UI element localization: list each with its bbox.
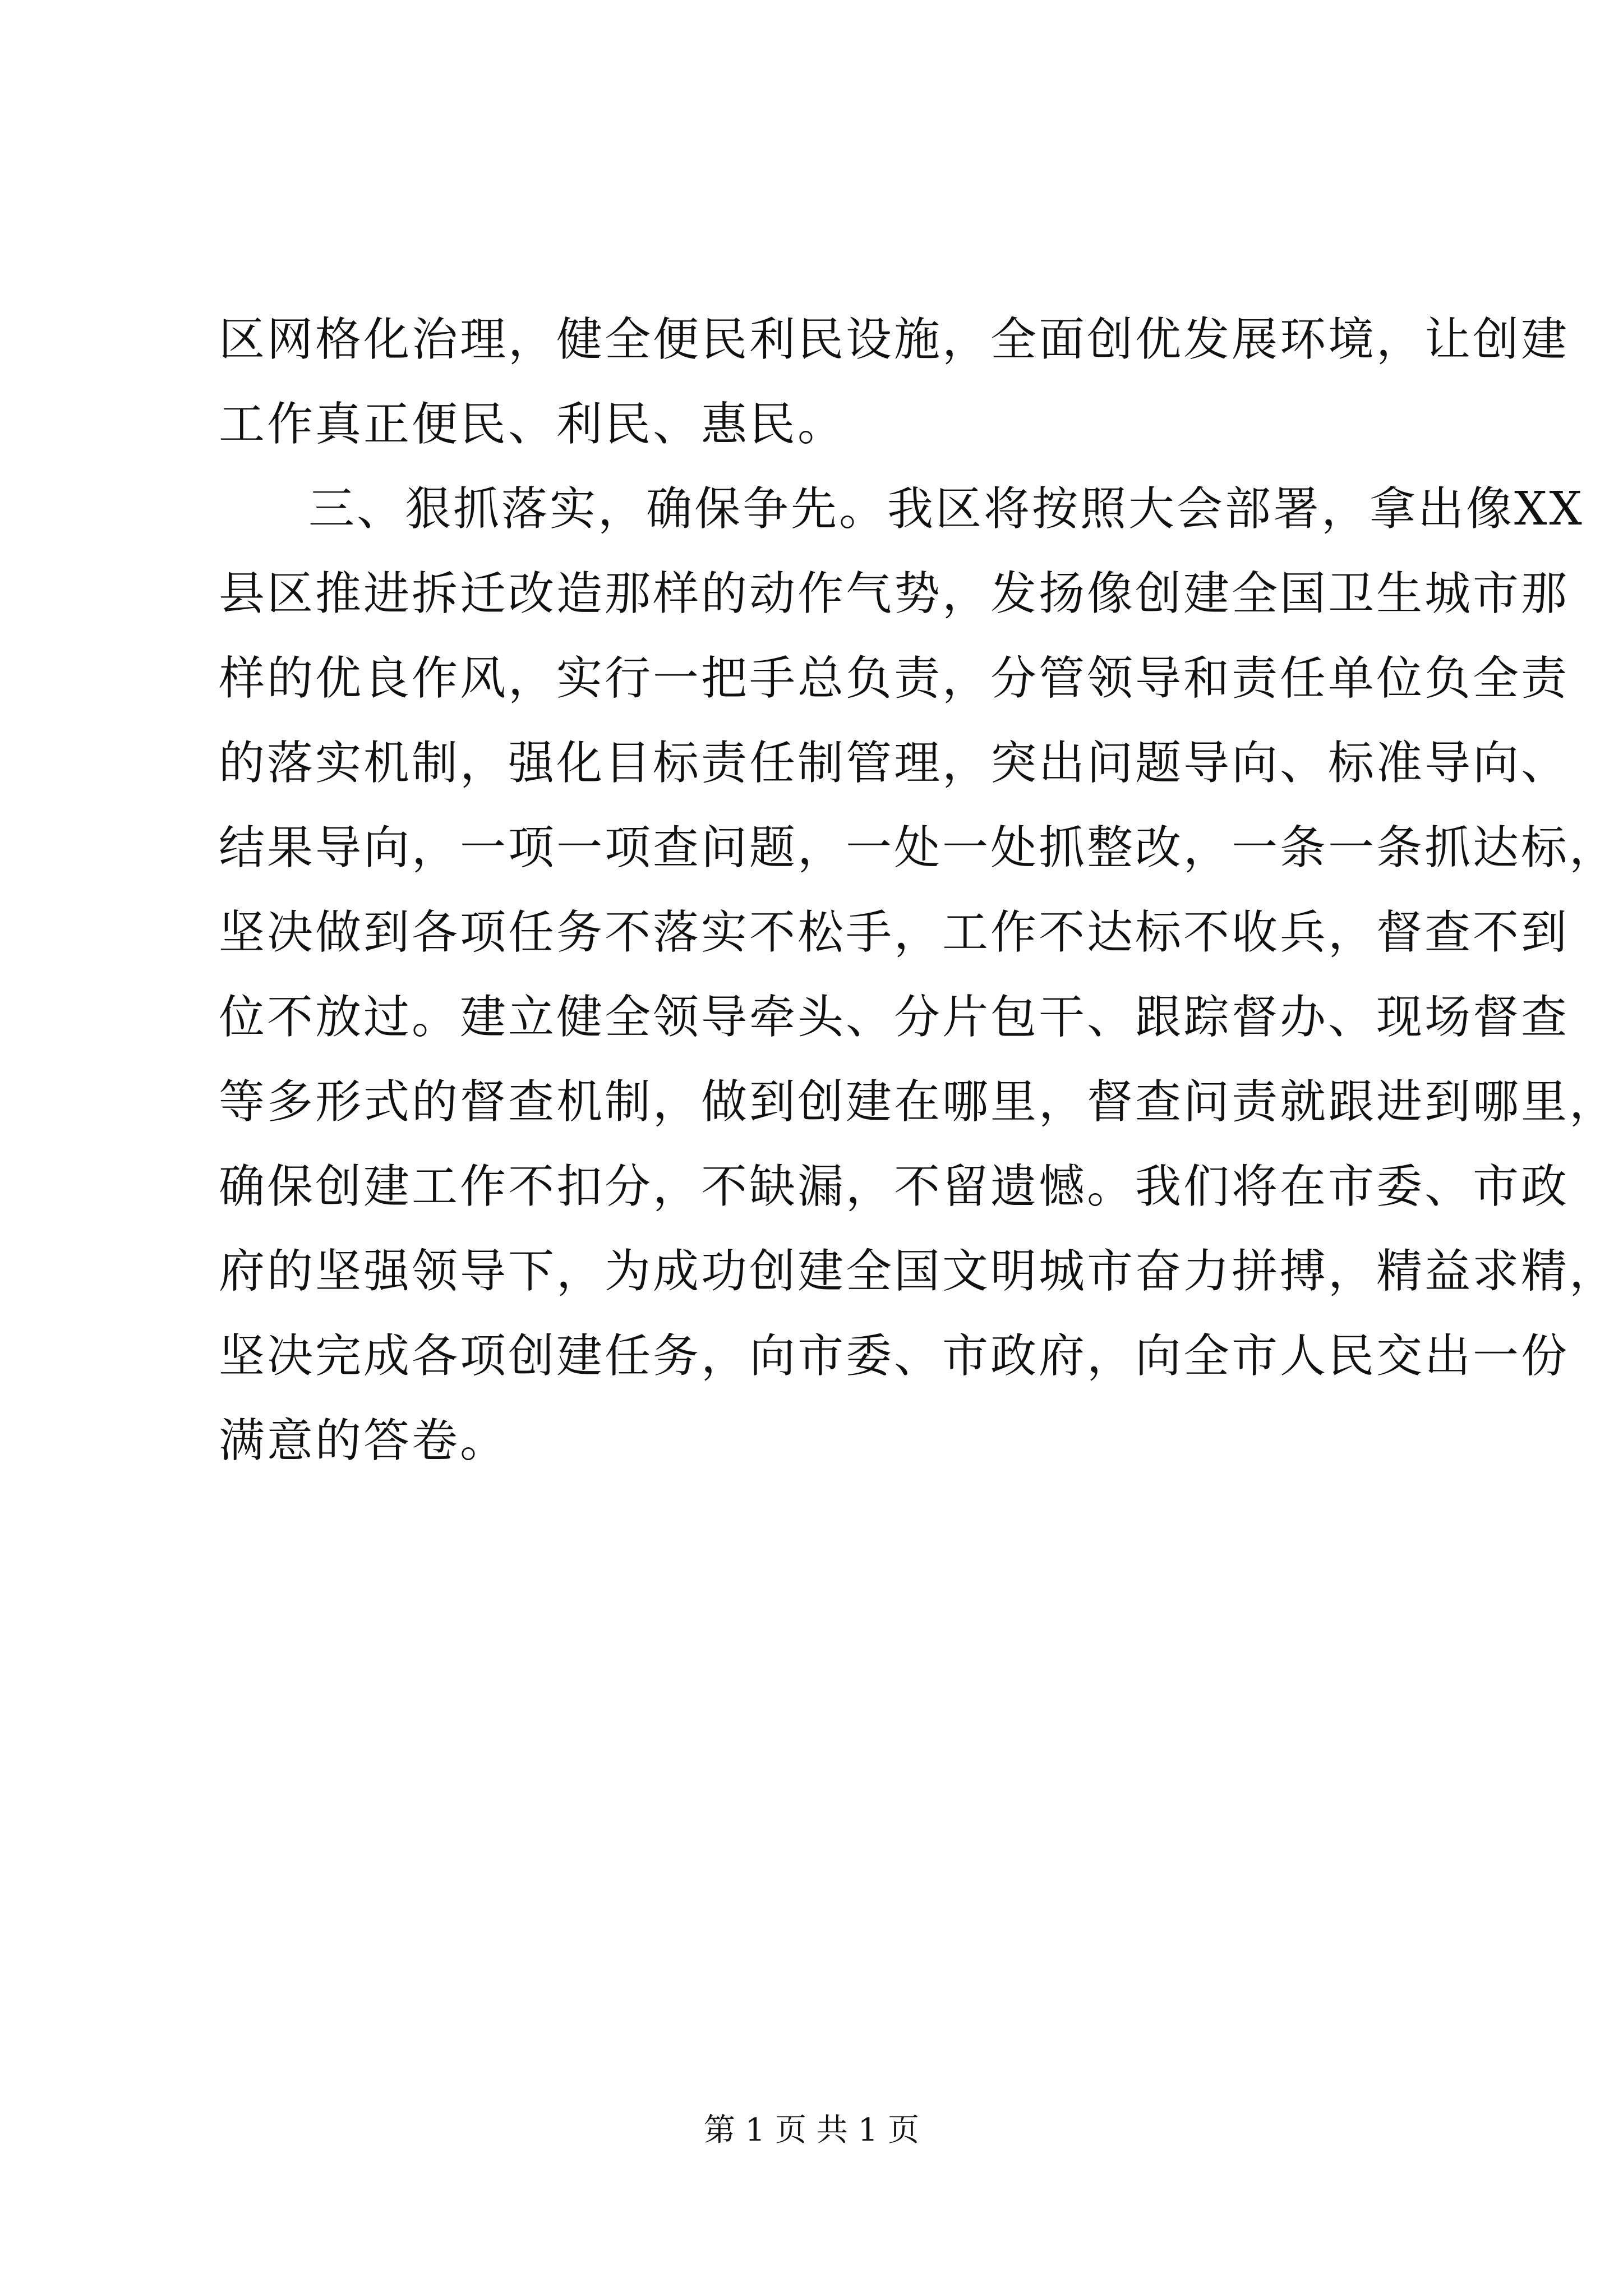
paragraph-line: 坚决完成各项创建任务，向市委、市政府，向全市人民交出一份 [219,1329,1570,1383]
paragraph-line: 位不放过。建立健全领导牵头、分片包干、跟踪督办、现场督查 [219,991,1570,1044]
paragraph-line: 三、狠抓落实，确保争先。我区将按照大会部署，拿出像XX [308,482,1584,536]
paragraph-line: 样的优良作风，实行一把手总负责，分管领导和责任单位负全责 [219,652,1570,705]
paragraph-line: 坚决做到各项任务不落实不松手，工作不达标不收兵，督查不到 [219,906,1570,959]
paragraph-line: 县区推进拆迁改造那样的动作气势，发扬像创建全国卫生城市那 [219,567,1570,620]
paragraph-line: 的落实机制，强化目标责任制管理，突出问题导向、标准导向、 [219,737,1570,790]
paragraph-line: 府的坚强领导下，为成功创建全国文明城市奋力拼搏，精益求精， [219,1245,1618,1298]
paragraph-line: 结果导向，一项一项查问题，一处一处抓整改，一条一条抓达标， [219,821,1618,875]
paragraph-line: 工作真正便民、利民、惠民。 [219,398,846,451]
paragraph-line: 满意的答卷。 [219,1414,509,1467]
page-footer: 第 1 页 共 1 页 [703,2112,920,2148]
paragraph-line: 等多形式的督查机制，做到创建在哪里，督查问责就跟进到哪里， [219,1075,1618,1129]
paragraph-line: 确保创建工作不扣分，不缺漏，不留遗憾。我们将在市委、市政 [219,1160,1570,1213]
paragraph-line: 区网格化治理，健全便民利民设施，全面创优发展环境，让创建 [219,313,1570,366]
body-text [219,297,1618,1483]
